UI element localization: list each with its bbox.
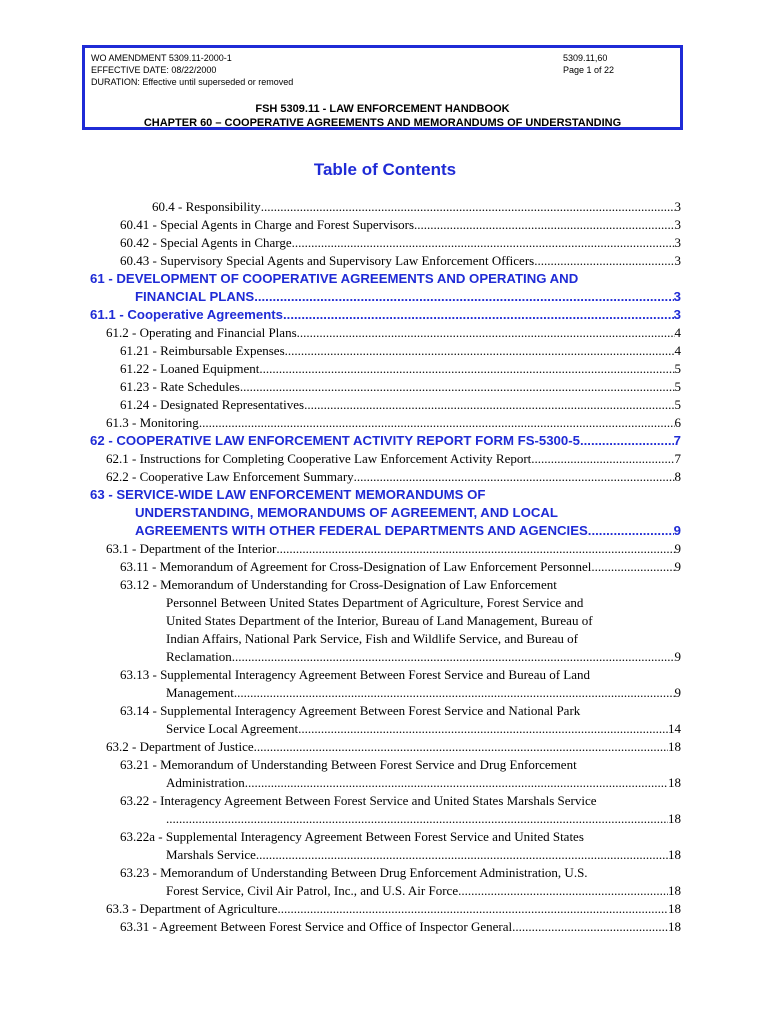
amendment-number: WO AMENDMENT 5309.11-2000-1 [91, 53, 232, 63]
toc-entry[interactable] [0, 216, 770, 234]
dot-leader [588, 522, 674, 540]
dot-leader [166, 810, 668, 828]
toc-entry[interactable] [0, 252, 770, 270]
toc-page-number: 14 [668, 721, 681, 736]
toc-entry[interactable] [0, 468, 770, 486]
page-indicator: Page 1 of 22 [563, 65, 615, 75]
toc-entry-text: Reclamation [166, 649, 232, 664]
dot-leader [354, 468, 675, 486]
toc-page-number: 18 [668, 739, 681, 754]
toc-entry-text: 63.2 - Department of Justice [106, 739, 254, 754]
toc-entry-text: 61.22 - Loaned Equipment [120, 361, 260, 376]
toc-page-number: 9 [674, 685, 681, 700]
toc-entry[interactable] [0, 540, 770, 558]
document-code: 5309.11,60 [563, 53, 608, 63]
toc-page-number: 18 [668, 811, 681, 826]
dot-leader [256, 846, 668, 864]
toc-page-number: 6 [674, 415, 681, 430]
toc-entry[interactable] [0, 360, 770, 378]
toc-entry[interactable] [0, 324, 770, 342]
toc-entry[interactable] [0, 702, 770, 738]
toc-page-number: 3 [673, 289, 681, 304]
dot-leader [531, 450, 674, 468]
toc-entry-text: 63.1 - Department of the Interior [106, 541, 277, 556]
toc-entry[interactable] [0, 270, 770, 306]
toc-entry[interactable] [0, 900, 770, 918]
toc-entry[interactable] [0, 756, 770, 792]
toc-entry-text: 61.21 - Reimbursable Expenses [120, 343, 285, 358]
dot-leader [580, 432, 674, 450]
toc-entry-text: Marshals Service [166, 847, 256, 862]
toc-entry-text: FINANCIAL PLANS [135, 289, 255, 304]
toc-entry-text: 60.42 - Special Agents in Charge [120, 235, 292, 250]
toc-page-number: 4 [674, 325, 681, 340]
toc-entry-text: AGREEMENTS WITH OTHER FEDERAL DEPARTMENTS AND AGENCIES [135, 523, 588, 538]
toc-entry-text: 61.23 - Rate Schedules [120, 379, 240, 394]
toc-page-number: 3 [673, 307, 681, 322]
toc-page-number: 18 [668, 847, 681, 862]
dot-leader [297, 324, 675, 342]
effective-date: EFFECTIVE DATE: 08/22/2000 [91, 65, 217, 75]
toc-entry-text: 63.12 - Memorandum of Understanding for Cross-Designation of Law Enforcement [120, 577, 557, 592]
toc-entry-text: 63.22 - Interagency Agreement Between Forest Service and United States Marshals Service [120, 793, 597, 808]
toc-entry-text: 63 - SERVICE-WIDE LAW ENFORCEMENT MEMORANDUMS OF [90, 487, 486, 502]
table-of-contents [0, 198, 770, 936]
document-header [82, 45, 683, 130]
toc-page-number: 9 [674, 649, 681, 664]
toc-page-number: 5 [674, 361, 681, 376]
dot-leader [285, 342, 675, 360]
dot-leader [298, 720, 668, 738]
toc-entry-text: Administration [166, 775, 245, 790]
toc-entry-text: 61.1 - Cooperative Agreements [90, 307, 283, 322]
toc-entry-text: 63.22a - Supplemental Interagency Agreement Between Forest Service and United States [120, 829, 584, 844]
dot-leader [254, 288, 673, 306]
dot-leader [458, 882, 668, 900]
toc-entry-text: 61.3 - Monitoring [106, 415, 199, 430]
toc-page-number: 18 [668, 775, 681, 790]
toc-page-number: 4 [674, 343, 681, 358]
toc-entry[interactable] [0, 198, 770, 216]
toc-page-number: 9 [674, 559, 681, 574]
toc-entry[interactable] [0, 234, 770, 252]
toc-page-number: 5 [674, 379, 681, 394]
toc-entry-text: UNDERSTANDING, MEMORANDUMS OF AGREEMENT, AND LOCAL [135, 505, 558, 520]
toc-entry[interactable] [0, 450, 770, 468]
toc-entry-text: 62.1 - Instructions for Completing Cooperative Law Enforcement Activity Report [106, 451, 532, 466]
toc-entry-text: Forest Service, Civil Air Patrol, Inc., and U.S. Air Force [166, 883, 459, 898]
dot-leader [292, 234, 675, 252]
toc-entry-text: 60.41 - Special Agents in Charge and Forest Supervisors [120, 217, 415, 232]
toc-entry-text: 63.23 - Memorandum of Understanding Between Drug Enforcement Administration, U.S. [120, 865, 588, 880]
toc-entry-text: Indian Affairs, National Park Service, Fish and Wildlife Service, and Bureau of [166, 631, 579, 646]
toc-page-number: 3 [674, 253, 681, 268]
dot-leader [534, 252, 674, 270]
toc-entry[interactable] [0, 378, 770, 396]
dot-leader [234, 684, 675, 702]
toc-entry-text: 63.14 - Supplemental Interagency Agreement Between Forest Service and National Park [120, 703, 581, 718]
toc-entry[interactable] [0, 918, 770, 936]
toc-entry[interactable] [0, 432, 770, 450]
toc-entry[interactable] [0, 558, 770, 576]
toc-entry[interactable] [0, 738, 770, 756]
dot-leader [261, 198, 675, 216]
toc-entry[interactable] [0, 396, 770, 414]
toc-entry-text: United States Department of the Interior, Bureau of Land Management, Bureau of [166, 613, 593, 628]
toc-entry[interactable] [0, 576, 770, 666]
toc-entry-text: 61.2 - Operating and Financial Plans [106, 325, 297, 340]
dot-leader [245, 774, 668, 792]
toc-entry[interactable] [0, 306, 770, 324]
dot-leader [259, 360, 674, 378]
toc-entry-text: 63.31 - Agreement Between Forest Service and Office of Inspector General [120, 919, 513, 934]
toc-page-number: 9 [673, 523, 681, 538]
toc-entry-text: 61 - DEVELOPMENT OF COOPERATIVE AGREEMENTS AND OPERATING AND [90, 271, 579, 286]
toc-page-number: 3 [674, 235, 681, 250]
dot-leader [276, 540, 674, 558]
toc-entry-text: 61.24 - Designated Representatives [120, 397, 305, 412]
dot-leader [277, 900, 668, 918]
toc-entry[interactable] [0, 828, 770, 864]
toc-entry-text: 63.21 - Memorandum of Understanding Between Forest Service and Drug Enforcement [120, 757, 577, 772]
toc-entry-text: 62 - COOPERATIVE LAW ENFORCEMENT ACTIVITY REPORT FORM FS-5300-5 [90, 433, 580, 448]
toc-entry-text: 62.2 - Cooperative Law Enforcement Summary [106, 469, 354, 484]
toc-page-number: 18 [668, 883, 681, 898]
dot-leader [304, 396, 674, 414]
toc-entry[interactable] [0, 414, 770, 432]
toc-page-number: 9 [674, 541, 681, 556]
toc-entry-text: Personnel Between United States Department of Agriculture, Forest Service and [166, 595, 584, 610]
toc-page-number: 18 [668, 901, 681, 916]
toc-page-number: 3 [674, 199, 681, 214]
dot-leader [254, 738, 668, 756]
dot-leader [240, 378, 675, 396]
toc-entry-text: 60.4 - Responsibility [152, 199, 261, 214]
toc-entry[interactable] [0, 342, 770, 360]
toc-entry[interactable] [0, 486, 770, 540]
toc-page-number: 7 [673, 433, 681, 448]
chapter-title: CHAPTER 60 – COOPERATIVE AGREEMENTS AND MEMORANDUMS OF UNDERSTANDING [143, 117, 622, 129]
toc-page-number: 7 [674, 451, 681, 466]
toc-entry[interactable] [0, 792, 770, 828]
toc-entry[interactable] [0, 666, 770, 702]
dot-leader [283, 306, 674, 324]
dot-leader [199, 414, 675, 432]
toc-entry-text: Service Local Agreement [166, 721, 299, 736]
toc-entry-text: 63.13 - Supplemental Interagency Agreement Between Forest Service and Bureau of Land [120, 667, 591, 682]
toc-page-number: 3 [674, 217, 681, 232]
dot-leader [591, 558, 674, 576]
toc-entry-text: Management [166, 685, 234, 700]
handbook-title: FSH 5309.11 - LAW ENFORCEMENT HANDBOOK [255, 103, 510, 115]
toc-page-number: 8 [674, 469, 681, 484]
toc-entry-text: 63.3 - Department of Agriculture [106, 901, 278, 916]
toc-entry-text: 63.11 - Memorandum of Agreement for Cross-Designation of Law Enforcement Personnel [120, 559, 592, 574]
dot-leader [414, 216, 674, 234]
dot-leader [512, 918, 668, 936]
toc-page-number: 18 [668, 919, 681, 934]
toc-title: Table of Contents [313, 160, 457, 179]
toc-page-number: 5 [674, 397, 681, 412]
toc-entry[interactable] [0, 864, 770, 900]
duration: DURATION: Effective until superseded or removed [91, 77, 294, 87]
toc-entry-text: 60.43 - Supervisory Special Agents and Supervisory Law Enforcement Officers [120, 253, 535, 268]
dot-leader [232, 648, 675, 666]
